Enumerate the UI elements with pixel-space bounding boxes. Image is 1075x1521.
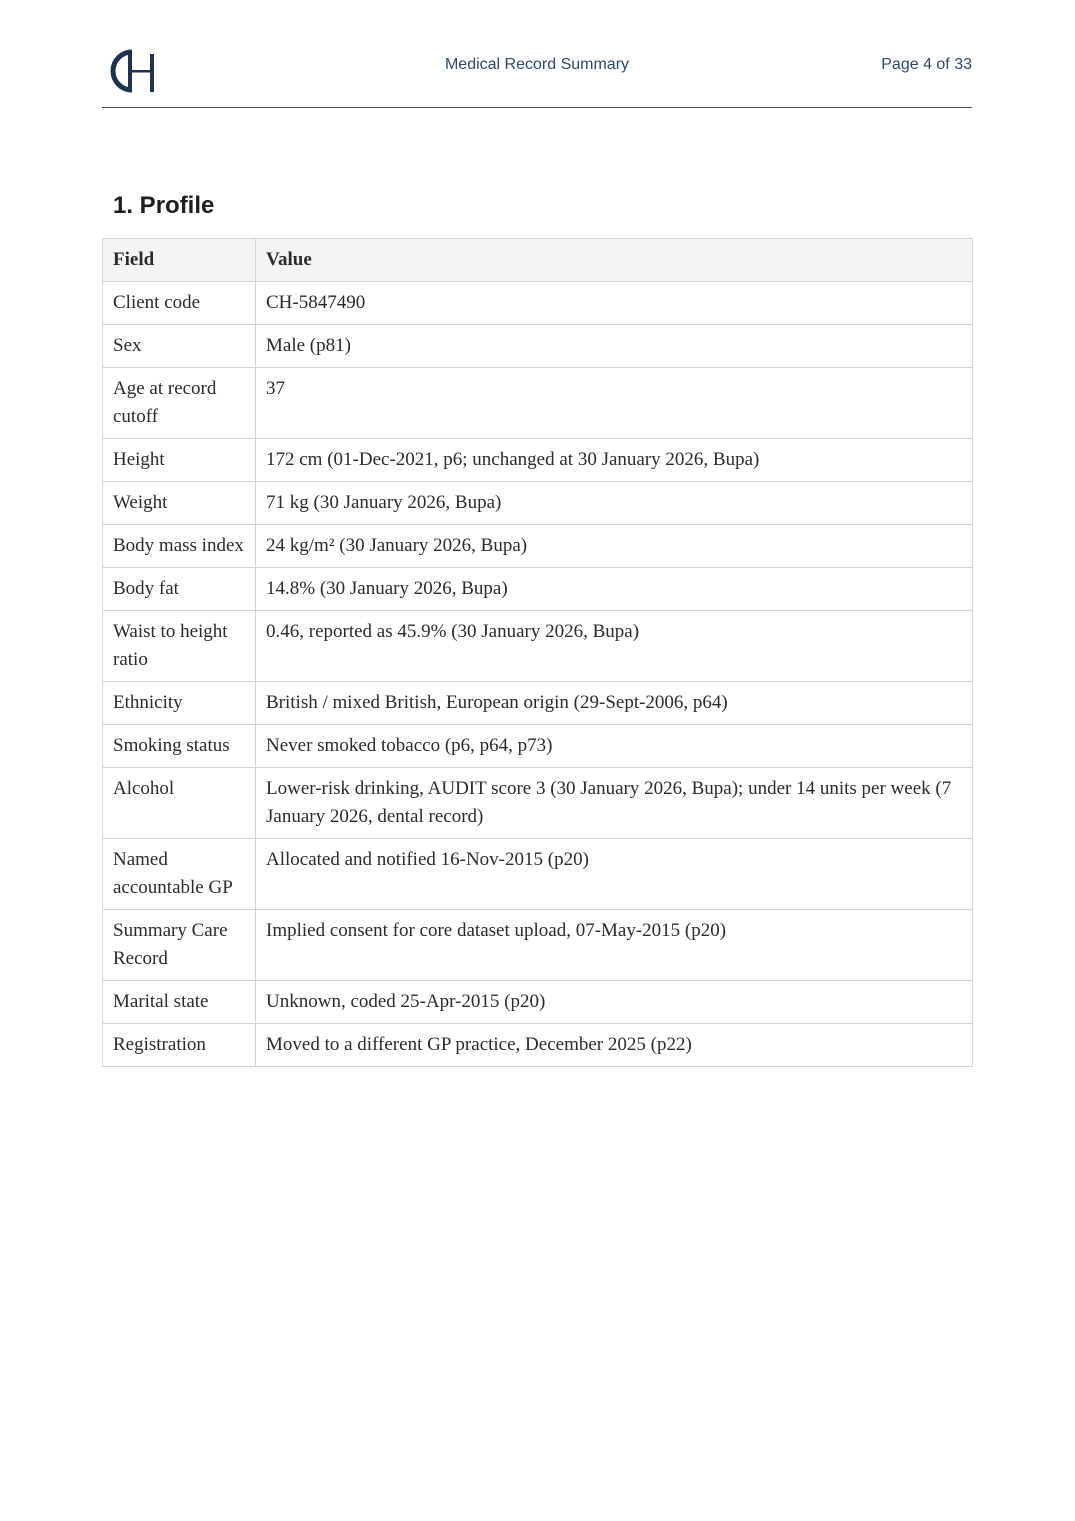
table-header-row — [103, 239, 973, 282]
field-cell: Weight — [103, 482, 256, 525]
value-cell: CH-5847490 — [256, 282, 973, 325]
table-row — [103, 1024, 973, 1067]
field-cell: Ethnicity — [103, 682, 256, 725]
table-row — [103, 282, 973, 325]
field-cell: Summary Care Record — [103, 910, 256, 981]
value-cell: Implied consent for core dataset upload, 07-May-2015 (p20) — [256, 910, 973, 981]
value-cell: Lower-risk drinking, AUDIT score 3 (30 January 2026, Bupa); under 14 units per week (7 January 2026, dental record) — [256, 768, 973, 839]
field-cell: Height — [103, 439, 256, 482]
field-cell: Sex — [103, 325, 256, 368]
page-number: Page 4 of 33 — [881, 56, 972, 73]
field-cell: Age at record cutoff — [103, 368, 256, 439]
table-row — [103, 439, 973, 482]
table-row — [103, 839, 973, 910]
field-cell: Smoking status — [103, 725, 256, 768]
field-cell: Body fat — [103, 568, 256, 611]
document-title: Medical Record Summary — [444, 56, 630, 73]
value-cell: 37 — [256, 368, 973, 439]
table-row — [103, 325, 973, 368]
table-row — [103, 910, 973, 981]
section-title: 1. Profile — [113, 192, 215, 219]
field-cell: Body mass index — [103, 525, 256, 568]
value-cell: 71 kg (30 January 2026, Bupa) — [256, 482, 973, 525]
table-row — [103, 981, 973, 1024]
value-cell: 0.46, reported as 45.9% (30 January 2026, Bupa) — [256, 611, 973, 682]
profile-table — [102, 238, 973, 1067]
table-row — [103, 482, 973, 525]
table-row — [103, 525, 973, 568]
table-row — [103, 568, 973, 611]
column-header-value: Value — [256, 239, 973, 282]
table-row — [103, 768, 973, 839]
value-cell: Allocated and notified 16-Nov-2015 (p20) — [256, 839, 973, 910]
value-cell: Moved to a different GP practice, December 2025 (p22) — [256, 1024, 973, 1067]
table-row — [103, 682, 973, 725]
table-row — [103, 611, 973, 682]
value-cell: 172 cm (01-Dec-2021, p6; unchanged at 30 January 2026, Bupa) — [256, 439, 973, 482]
value-cell: Unknown, coded 25-Apr-2015 (p20) — [256, 981, 973, 1024]
value-cell: Male (p81) — [256, 325, 973, 368]
field-cell: Waist to height ratio — [103, 611, 256, 682]
field-cell: Registration — [103, 1024, 256, 1067]
page-header — [102, 40, 972, 108]
field-cell: Marital state — [103, 981, 256, 1024]
value-cell: 24 kg/m² (30 January 2026, Bupa) — [256, 525, 973, 568]
field-cell: Alcohol — [103, 768, 256, 839]
table-row — [103, 368, 973, 439]
table-row — [103, 725, 973, 768]
value-cell: British / mixed British, European origin (29-Sept-2006, p64) — [256, 682, 973, 725]
field-cell: Client code — [103, 282, 256, 325]
column-header-field: Field — [103, 239, 256, 282]
field-cell: Named accountable GP — [103, 839, 256, 910]
value-cell: 14.8% (30 January 2026, Bupa) — [256, 568, 973, 611]
value-cell: Never smoked tobacco (p6, p64, p73) — [256, 725, 973, 768]
